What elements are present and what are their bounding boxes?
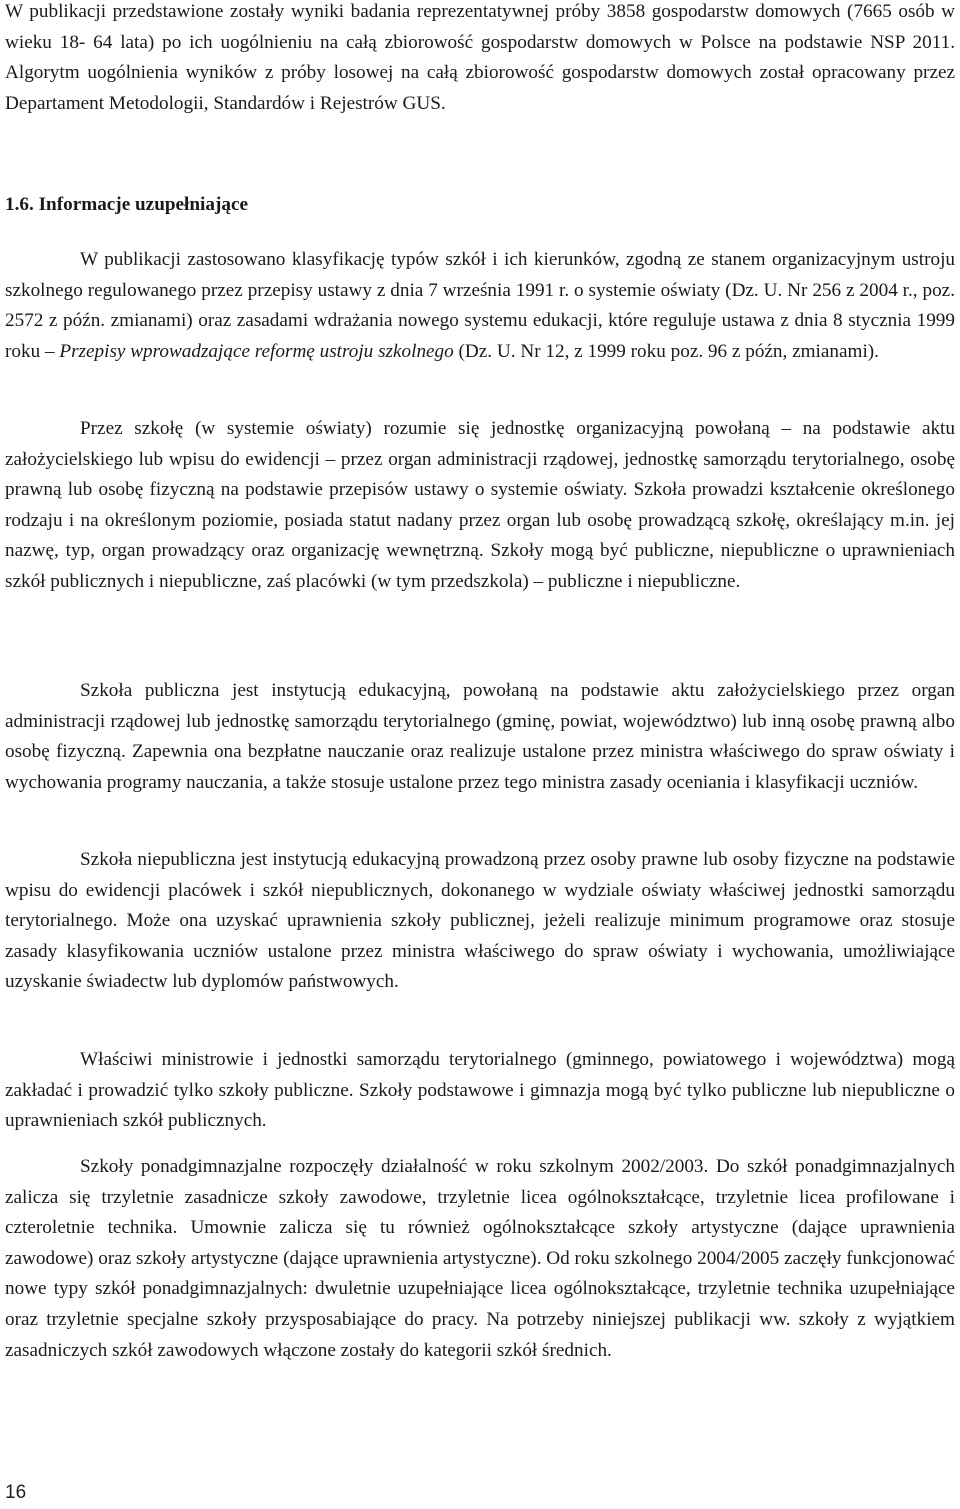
paragraph-public-school: Szkoła publiczna jest instytucją edukacyjną, powołaną na podstawie aktu założycielskiego przez organ administracji rządowej lub jednostkę samorządu terytorialnego (gminę, powiat, województwo) lub inną osobę prawną albo osobę fizyczną. Zapewnia ona bezpłatne nauczanie oraz realizuje ustalone przez ministra właściwego do spraw oświaty i wychowania programy nauczania, a także stosuje ustalone przez tego ministra zasady oceniania i klasyfikacji uczniów. [5,680,955,793]
intro-paragraph: W publikacji przedstawione zostały wyniki badania reprezentatywnej próby 3858 gospodarstw domowych (7665 osób w wieku 18- 64 lata) po ich uogólnieniu na całą zbiorowość gospodarstw domowych w Polsce na podstawie NSP 2011. Algorytm uogólnienia wyników z próby losowej na całą zbiorowość gospodarstw domowych został opracowany przez Departament Metodologii, Standardów i Rejestrów GUS. [5,1,955,114]
paragraph-classification [5,245,955,367]
act-title: Przepisy wprowadzające reformę ustroju szkolnego [59,340,454,362]
paragraph-ministers: Właściwi ministrowie i jednostki samorządu terytorialnego (gminnego, powiatowego i województwa) mogą zakładać i prowadzić tylko szkoły publiczne. Szkoły podstawowe i gimnazja mogą być tylko publiczne lub niepubliczne o uprawnieniach szkół publicznych. [5,1049,955,1132]
paragraph-text: W publikacji zastosowano klasyfikację typów szkół i ich kierunków, zgodną ze stanem organizacyjnym ustroju szkolnego regulowanego przez przepisy ustawy z dnia 7 września 1991 r. o systemie oświaty (Dz. U. Nr 256 z 2004 r., poz. 2572 z późn. zmianami) oraz zasadami wdrażania nowego systemu edukacji, które reguluje ustawa z dnia 8 stycznia 1999 roku – [5,249,955,362]
page-number: 16 [5,1482,27,1503]
paragraph-school-definition: Przez szkołę (w systemie oświaty) rozumie się jednostkę organizacyjną powołaną – na podstawie aktu założycielskiego lub wpisu do ewidencji – przez organ administracji rządowej, jednostkę samorządu terytorialnego, osobę prawną lub osobę fizyczną na podstawie przepisów ustawy o systemie oświaty. Szkoła prowadzi kształcenie określonego rodzaju i na określonym poziomie, posiada statut nadany przez organ lub osobę prowadzącą szkołę, określający m.in. jej nazwę, typ, organ prowadzący oraz organizację wewnętrzną. Szkoły mogą być publiczne, niepubliczne o uprawnieniach szkół publicznych i niepubliczne, zaś placówki (w tym przedszkola) – publiczne i niepubliczne. [5,418,955,592]
paragraph-post-gymnasium: Szkoły ponadgimnazjalne rozpoczęły działalność w roku szkolnym 2002/2003. Do szkół ponadgimnazjalnych zalicza się trzyletnie zasadnicze szkoły zawodowe, trzyletnie licea ogólnokształcące, trzyletnie licea profilowane i czteroletnie technika. Umownie zalicza się tu również ogólnokształcące szkoły artystyczne (dające uprawnienia zawodowe) oraz szkoły artystyczne (dające uprawnienia artystyczne). Od roku szkolnego 2004/2005 zaczęły funkcjonować nowe typy szkół ponadgimnazjalnych: dwuletnie uzupełniające licea ogólnokształcące, trzyletnie technika uzupełniające oraz trzyletnie specjalne szkoły przysposabiające do pracy. Na potrzeby niniejszej publikacji ww. szkoły z wyjątkiem zasadniczych szkół zawodowych włączone zostały do kategorii szkół średnich. [5,1156,955,1361]
section-heading: 1.6. Informacje uzupełniające [5,194,249,215]
paragraph-text: (Dz. U. Nr 12, z 1999 roku poz. 96 z późn, zmianami). [453,340,879,362]
paragraph-non-public-school: Szkoła niepubliczna jest instytucją edukacyjną prowadzoną przez osoby prawne lub osoby fizyczne na podstawie wpisu do ewidencji placówek i szkół niepublicznych, dokonanego w wydziale oświaty właściwej jednostki samorządu terytorialnego. Może ona uzyskać uprawnienia szkoły publicznej, jeżeli realizuje minimum programowe oraz stosuje zasady klasyfikowania uczniów ustalone przez ministra właściwego do spraw oświaty i wychowania, umożliwiające uzyskanie świadectw lub dyplomów państwowych. [5,849,955,993]
